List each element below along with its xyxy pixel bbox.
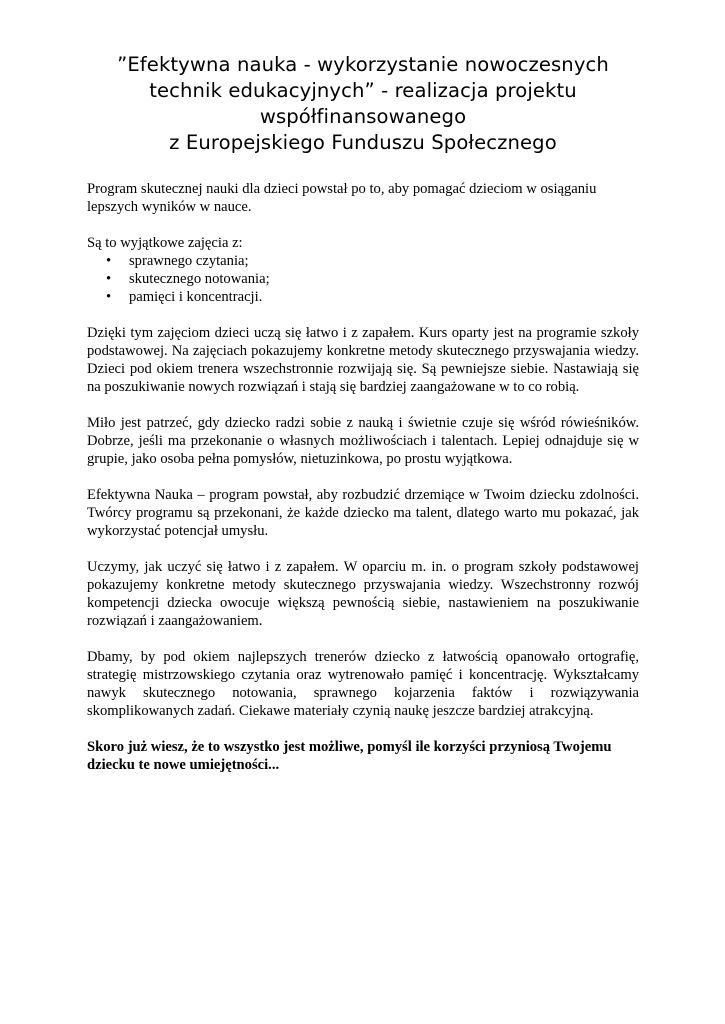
title-line-4: z Europejskiego Funduszu Społecznego [169, 131, 557, 154]
list-item [106, 270, 639, 288]
paragraph-trainers: Dbamy, by pod okiem najlepszych trenerów dziecko z łatwością opanowało ortografię, strategię mistrzowskiego czytania oraz wytrenowało pamięć i koncentrację. Wykształcamy nawyk skutecznego notowania, sprawnego kojarzenia faktów i rozwiązywania skomplikowanych zadań. Ciekawe materiały czynią naukę jeszcze bardziej atrakcyjną. [87, 649, 639, 719]
document-title [87, 52, 639, 156]
bullet-icon: • [106, 253, 112, 269]
feature-list [87, 252, 639, 306]
bullet-icon: • [106, 289, 112, 305]
title-line-3: współfinansowanego [259, 105, 467, 128]
paragraph-peers: Miło jest patrzeć, gdy dziecko radzi sobie z nauką i świetnie czuje się wśród rówieśników. Dobrze, jeśli ma przekonanie o własnych możliwościach i talentach. Lepiej odnajduje się w grupie, jako osoba pełna pomysłów, nietuzinkowa, po prostu wyjątkowa. [87, 415, 639, 467]
list-item-text: pamięci i koncentracji. [129, 289, 263, 305]
list-item-text: sprawnego czytania; [129, 253, 249, 269]
list-item-text: skutecznego notowania; [129, 271, 270, 287]
paragraph-teaching: Uczymy, jak uczyć się łatwo i z zapałem. W oparciu m. in. o program szkoły podstawowej pokazujemy konkretne metody skutecznego przyswajania wiedzy. Wszechstronny rozwój kompetencji dziecka owocuje większą pewnością siebie, nastawieniem na poszukiwanie rozwiązań i zaangażowaniem. [87, 559, 639, 629]
document-page [87, 52, 639, 774]
list-intro: Są to wyjątkowe zajęcia z: [87, 235, 243, 251]
title-line-2: technik edukacyjnych” - realizacja projektu [149, 79, 577, 102]
closing-statement: Skoro już wiesz, że to wszystko jest możliwe, pomyśl ile korzyści przyniosą Twojemu dziecku te nowe umiejętności... [87, 739, 612, 773]
title-line-1: ”Efektywna nauka - wykorzystanie nowoczesnych [117, 53, 609, 76]
list-item [106, 252, 639, 270]
list-item [106, 288, 639, 306]
bullet-icon: • [106, 271, 112, 287]
paragraph-courses: Dzięki tym zajęciom dzieci uczą się łatwo i z zapałem. Kurs oparty jest na programie szkoły podstawowej. Na zajęciach pokazujemy konkretne metody skutecznego przyswajania wiedzy. Dzieci pod okiem trenera wszechstronnie rozwijają się. Są pewniejsze siebie. Nastawiają się na poszukiwanie nowych rozwiązań i stają się bardziej zaangażowane w to co robią. [87, 325, 639, 395]
intro-paragraph: Program skutecznej nauki dla dzieci powstał po to, aby pomagać dzieciom w osiąganiu lepszych wyników w nauce. [87, 181, 597, 215]
paragraph-program: Efektywna Nauka – program powstał, aby rozbudzić drzemiące w Twoim dziecku zdolności. Twórcy programu są przekonani, że każde dziecko ma talent, dlatego warto mu pokazać, jak wykorzystać potencjał umysłu. [87, 487, 639, 539]
